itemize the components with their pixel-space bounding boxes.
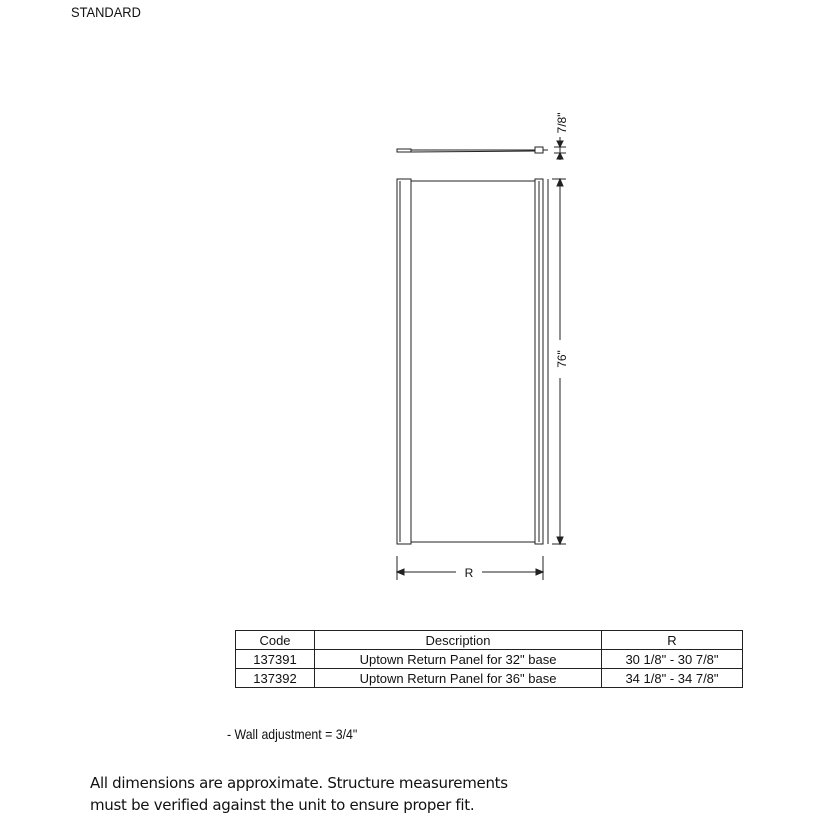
- cell-code: 137392: [236, 669, 315, 688]
- disclaimer-line: must be verified against the unit to ensure proper fit.: [90, 796, 475, 814]
- width-dimension-label: R: [464, 566, 474, 580]
- page-title: STANDARD: [71, 4, 141, 20]
- disclaimer: [90, 772, 508, 816]
- table-header-row: [236, 631, 743, 650]
- wall-adjustment-note: - Wall adjustment = 3/4": [227, 726, 358, 742]
- header-description: Description: [315, 631, 602, 650]
- table-row: [236, 669, 743, 688]
- top-dimension-line: [554, 137, 566, 160]
- disclaimer-line: All dimensions are approximate. Structure measurements: [90, 774, 508, 792]
- spec-table: [235, 630, 743, 688]
- cell-r: 30 1/8" - 30 7/8": [602, 650, 743, 669]
- cell-description: Uptown Return Panel for 32" base: [315, 650, 602, 669]
- header-code: Code: [236, 631, 315, 650]
- top-dimension-label: 7/8": [555, 112, 569, 134]
- cell-r: 34 1/8" - 34 7/8": [602, 669, 743, 688]
- cell-description: Uptown Return Panel for 36" base: [315, 669, 602, 688]
- cell-code: 137391: [236, 650, 315, 669]
- panel-plan-view: [397, 147, 548, 153]
- panel-elevation: [397, 179, 548, 544]
- header-r: R: [602, 631, 743, 650]
- height-dimension-label: 76": [555, 350, 569, 368]
- table-row: [236, 650, 743, 669]
